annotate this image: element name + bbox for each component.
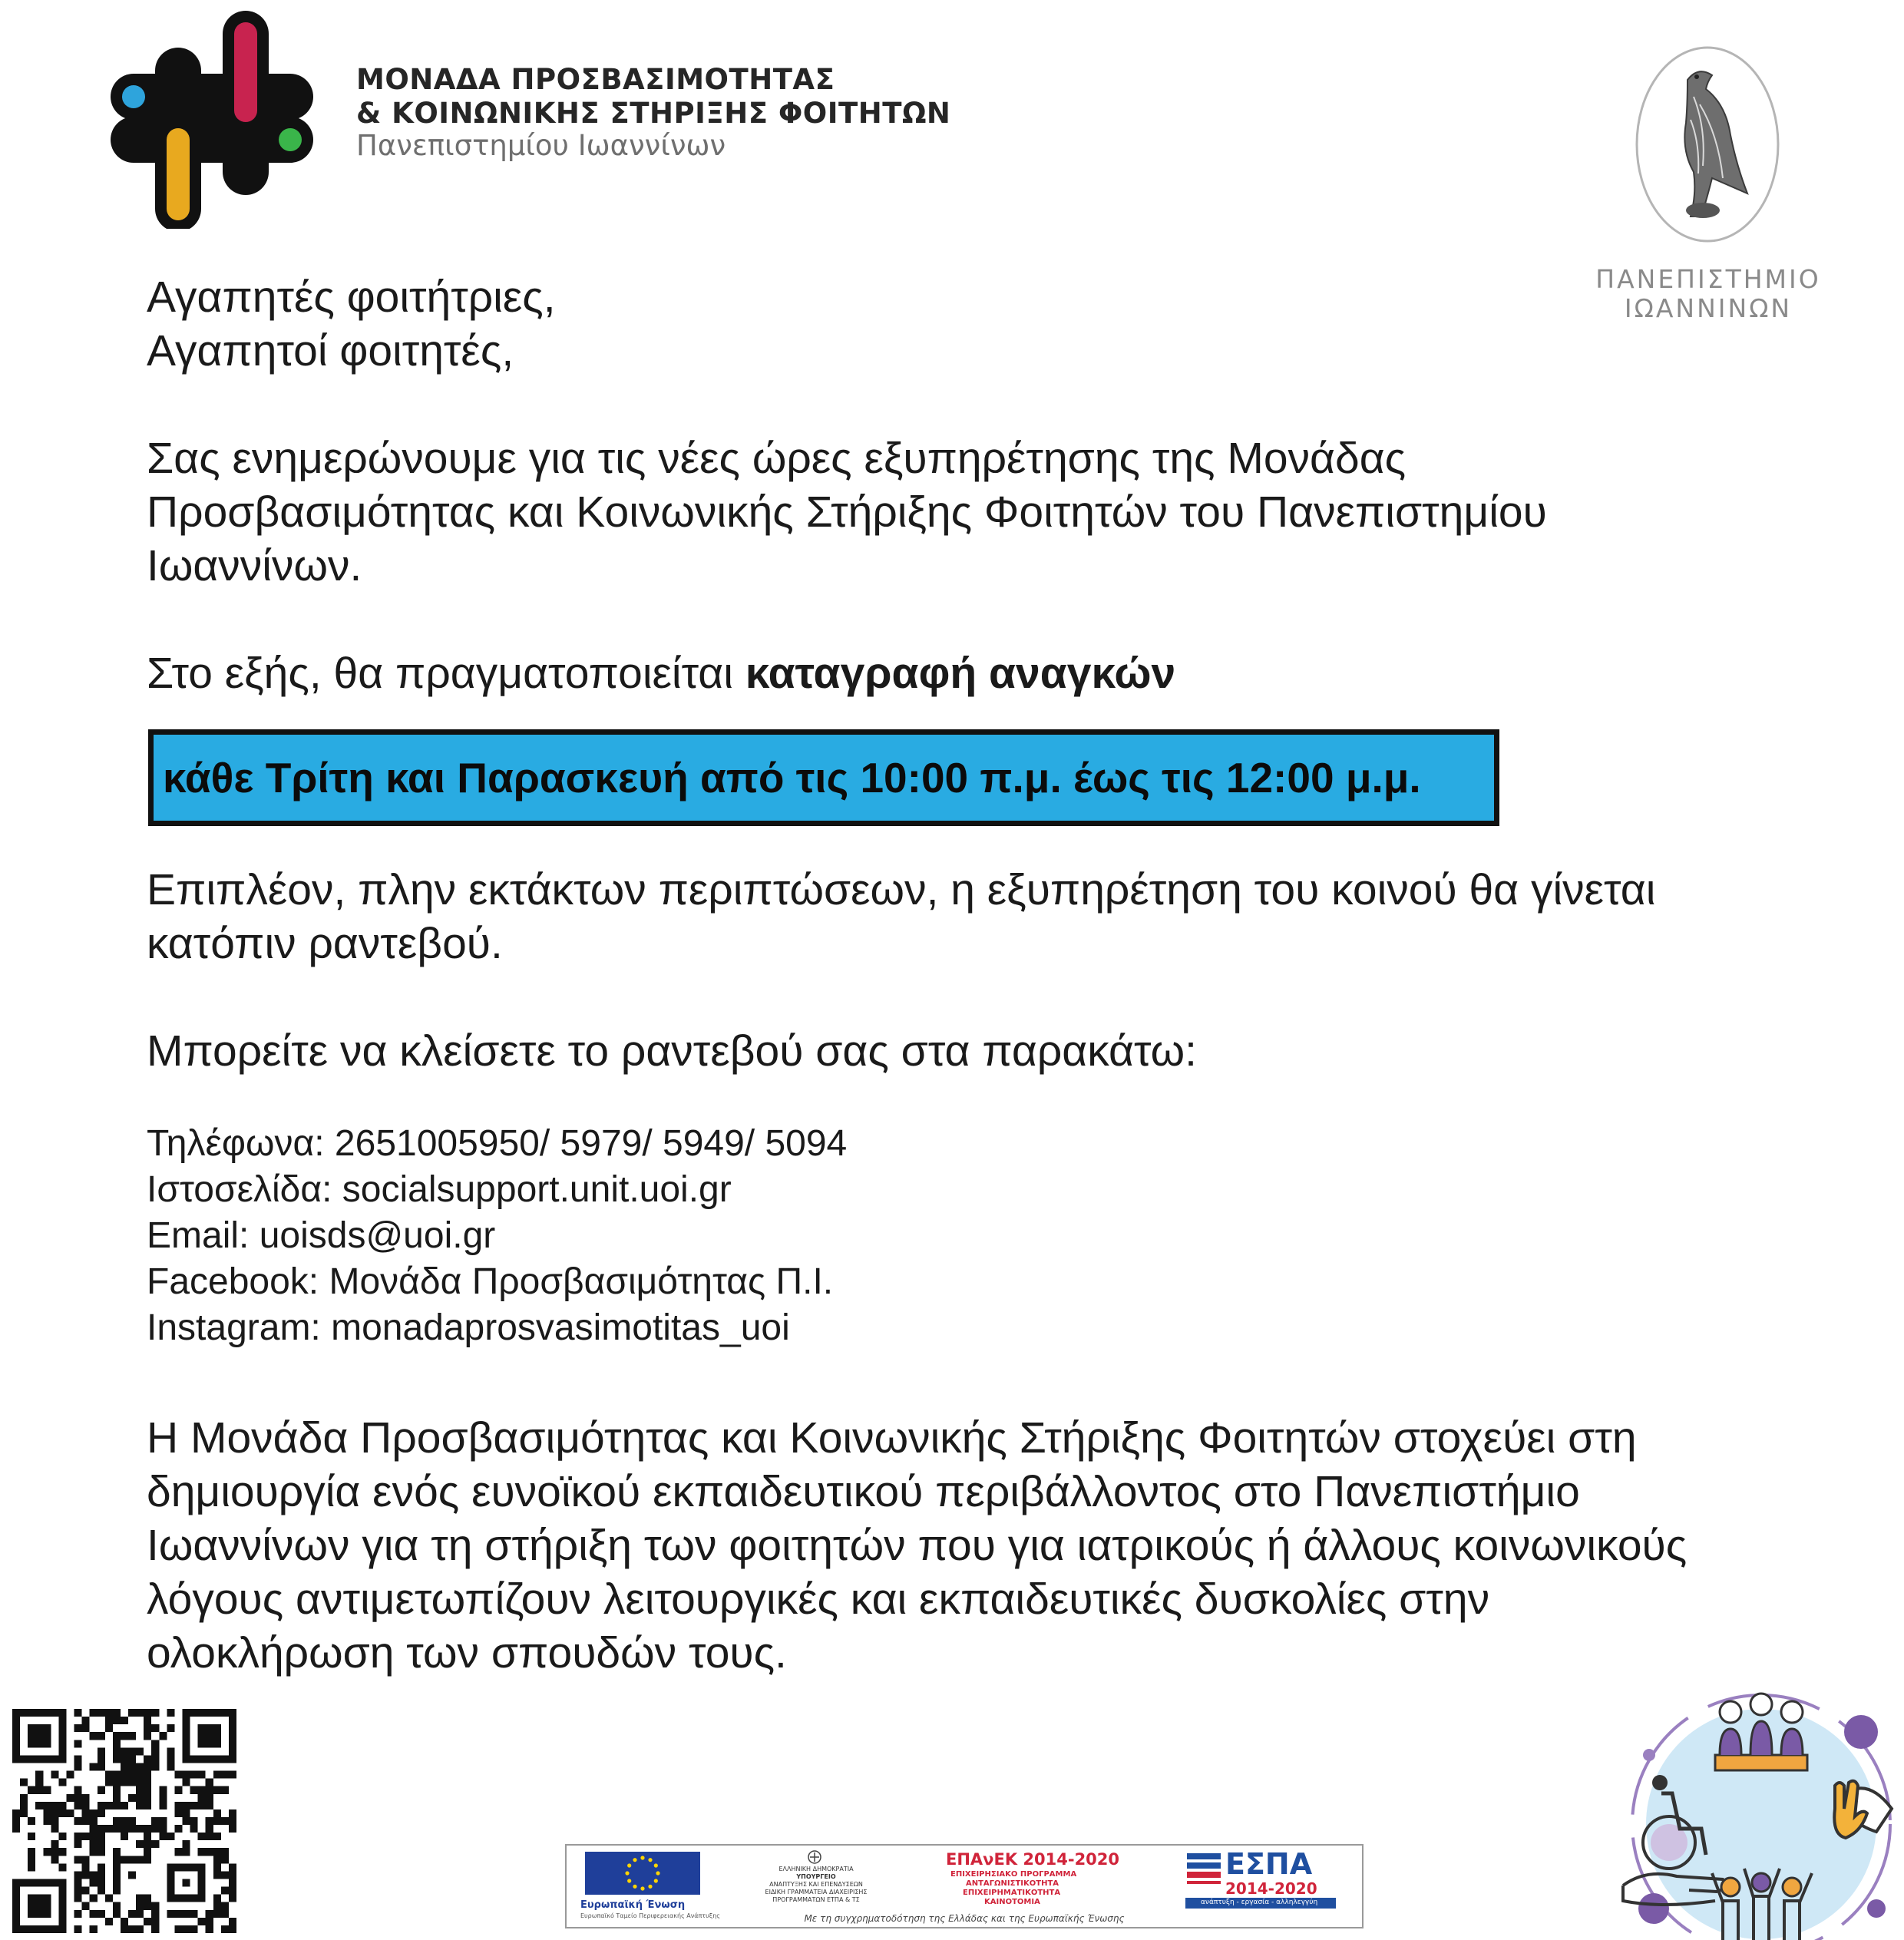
- contact-website[interactable]: Ιστοσελίδα: socialsupport.unit.uoi.gr: [147, 1169, 732, 1210]
- community-support-illustration: [1615, 1678, 1904, 1940]
- espa-motto-bar: [1185, 1898, 1336, 1909]
- needs-recording-line: [147, 646, 1175, 700]
- meeting-group-icon: [1715, 1694, 1807, 1770]
- unit-name-line2: & ΚΟΙΝΩΝΙΚΗΣ ΣΤΗΡΙΞΗΣ ΦΟΙΤΗΤΩΝ: [356, 97, 951, 130]
- ministry-line5: ΠΡΟΓΡΑΜΜΑΤΩΝ ΕΤΠΑ & ΤΣ: [772, 1896, 860, 1903]
- epanek-line3: ΕΠΙΧΕΙΡΗΜΑΤΙΚΟΤΗΤΑ: [963, 1889, 1061, 1897]
- eu-label: Ευρωπαϊκή Ένωση: [580, 1899, 686, 1911]
- appointment-line-2: κατόπιν ραντεβού.: [147, 919, 503, 968]
- eu-flag-icon: [585, 1852, 700, 1895]
- unit-name-line1: ΜΟΝΑΔΑ ΠΡΟΣΒΑΣΙΜΟΤΗΤΑΣ: [356, 63, 835, 96]
- university-name-line1: ΠΑΝΕΠΙΣΤΗΜΙΟ: [1595, 264, 1821, 294]
- qr-code[interactable]: [12, 1709, 236, 1933]
- funding-banner: [565, 1844, 1364, 1928]
- mission-line-2: δημιουργία ενός ευνοϊκού εκπαιδευτικού περιβάλλοντος στο Πανεπιστήμιο: [147, 1467, 1580, 1516]
- schedule-highlight-box: κάθε Τρίτη και Παρασκευή από τις 10:00 π.μ. έως τις 12:00 μ.μ.: [148, 729, 1499, 826]
- epanek-title: ΕΠΑνΕΚ 2014-2020: [946, 1850, 1120, 1869]
- mission-line-4: λόγους αντιμετωπίζουν λειτουργικές και εκπαιδευτικές δυσκολίες στην: [147, 1575, 1490, 1624]
- mission-line-5: ολοκλήρωση των σπουδών τους.: [147, 1628, 787, 1677]
- epanek-line2: ΑΝΤΑΓΩΝΙΣΤΙΚΟΤΗΤΑ: [966, 1879, 1059, 1888]
- espa-flag-icon: [1187, 1853, 1221, 1884]
- mission-line-1: Η Μονάδα Προσβασιμότητας και Κοινωνικής Στήριξης Φοιτητών στοχεύει στη: [147, 1413, 1637, 1462]
- people-group-icon: [1712, 1869, 1812, 1940]
- booking-intro: Μπορείτε να κλείσετε το ραντεβού σας στα παρακάτω:: [147, 1026, 1197, 1076]
- ministry-line2: ΥΠΟΥΡΓΕΙΟ: [796, 1873, 836, 1880]
- ministry-line1: ΕΛΛΗΝΙΚΗ ΔΗΜΟΚΡΑΤΙΑ: [778, 1866, 854, 1872]
- contact-instagram[interactable]: Instagram: monadaprosvasimotitas_uoi: [147, 1307, 790, 1348]
- ministry-line4: ΕΙΔΙΚΗ ΓΡΑΜΜΑΤΕΙΑ ΔΙΑΧΕΙΡΙΣΗΣ: [765, 1889, 868, 1895]
- university-name-line2: ΙΩΑΝΝΙΝΩΝ: [1624, 293, 1793, 323]
- cofinancing-note: Με τη συγχρηματοδότηση της Ελλάδας και της Ευρωπαϊκής Ένωσης: [804, 1913, 1125, 1924]
- intro-line-1: Σας ενημερώνουμε για τις νέες ώρες εξυπηρέτησης της Μονάδας: [147, 434, 1407, 483]
- greek-emblem-icon: [808, 1850, 821, 1864]
- appointment-line-1: Επιπλέον, πλην εκτάκτων περιπτώσεων, η εξυπηρέτηση του κοινού θα γίνεται: [147, 865, 1656, 914]
- unit-logo: [104, 11, 319, 229]
- intro-line-3: Ιωαννίνων.: [147, 541, 362, 590]
- ministry-line3: ΑΝΑΠΤΥΞΗΣ ΚΑΙ ΕΠΕΝΔΥΣΕΩΝ: [769, 1881, 863, 1888]
- eu-sub: Ευρωπαϊκό Ταμείο Περιφερειακής Ανάπτυξης: [580, 1912, 720, 1919]
- greeting-female: Αγαπητές φοιτήτριες,: [147, 273, 556, 322]
- espa-title: ΕΣΠΑ: [1225, 1847, 1313, 1881]
- mission-line-3: Ιωαννίνων για τη στήριξη των φοιτητών που για ιατρικούς ή άλλους κοινωνικούς: [147, 1521, 1687, 1570]
- unit-subtitle: Πανεπιστημίου Ιωαννίνων: [356, 129, 726, 162]
- epanek-line4: ΚΑΙΝΟΤΟΜΙΑ: [984, 1898, 1040, 1906]
- espa-years: 2014-2020: [1225, 1879, 1317, 1898]
- espa-motto: ανάπτυξη - εργασία - αλληλεγγύη: [1201, 1899, 1318, 1906]
- intro-line-2: Προσβασιμότητας και Κοινωνικής Στήριξης Φοιτητών του Πανεπιστημίου: [147, 487, 1547, 537]
- epanek-line1: ΕΠΙΧΕΙΡΗΣΙΑΚΟ ΠΡΟΓΡΑΜΜΑ: [950, 1870, 1077, 1879]
- contact-email[interactable]: Email: uoisds@uoi.gr: [147, 1215, 496, 1256]
- university-seal-logo: [1632, 43, 1783, 246]
- needs-prefix: Στο εξής, θα πραγματοποιείται: [147, 649, 745, 698]
- needs-bold: καταγραφή αναγκών: [745, 649, 1176, 698]
- contact-phones: Τηλέφωνα: 2651005950/ 5979/ 5949/ 5094: [147, 1123, 848, 1164]
- contact-facebook[interactable]: Facebook: Μονάδα Προσβασιμότητας Π.Ι.: [147, 1261, 834, 1302]
- greeting-male: Αγαπητοί φοιτητές,: [147, 326, 514, 375]
